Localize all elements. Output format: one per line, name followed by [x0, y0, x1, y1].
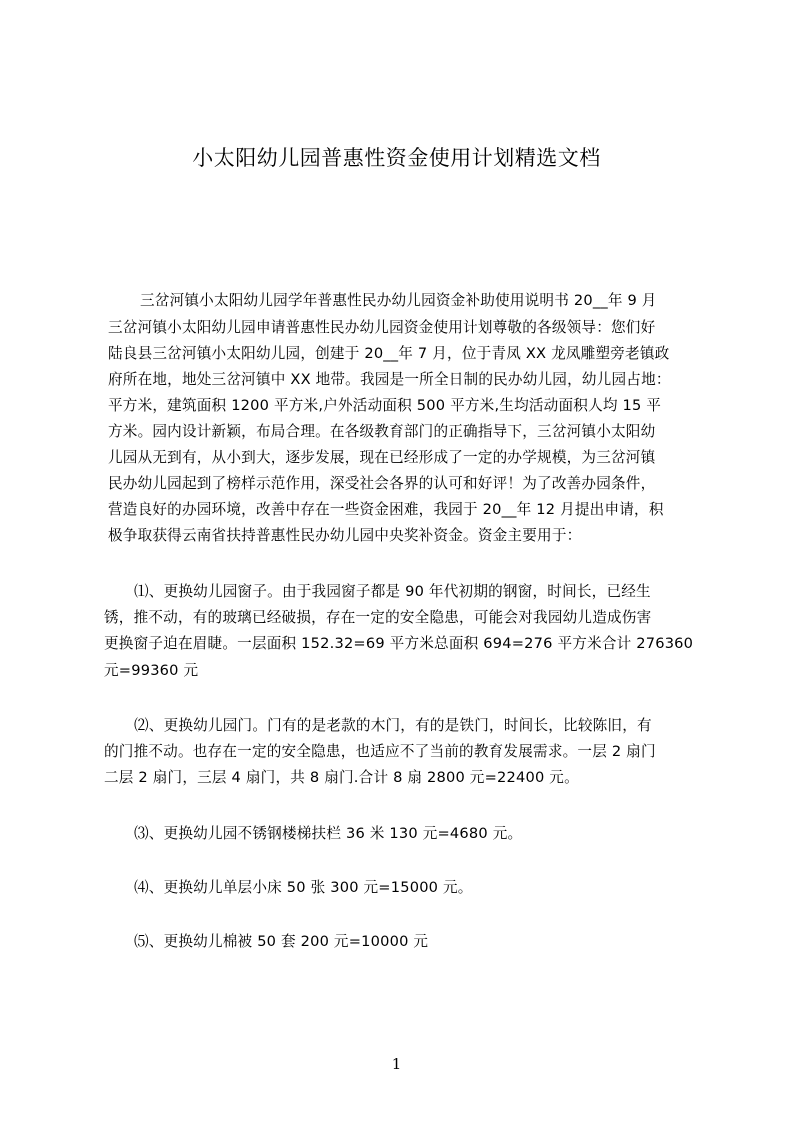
- paragraph-line: 民办幼儿园起到了榜样示范作用，深受社会各界的认可和好评！为了改善办园条件，: [108, 475, 656, 492]
- paragraph-line: 营造良好的办园环境，改善中存在一些资金困难，我园于 20__年 12 月提出申请，积: [108, 501, 664, 518]
- paragraph-line: 元=99360 元: [104, 662, 199, 679]
- item-3-paragraph: ⑶、更换幼儿园不锈钢楼梯扶栏 36 米 130 元=4680 元。: [134, 825, 523, 842]
- paragraph-line: 极争取获得云南省扶持普惠性民办幼儿园中央奖补资金。资金主要用于：: [108, 527, 582, 544]
- paragraph-line: 陆良县三岔河镇小太阳幼儿园，创建于 20__年 7 月，位于青凤 XX 龙凤雕塑旁老镇政: [108, 345, 670, 362]
- paragraph-line: 二层 2 扇门，三层 4 扇门，共 8 扇门.合计 8 扇 2800 元=22400 元。: [104, 769, 579, 786]
- paragraph-line: 的门推不动。也存在一定的安全隐患，也适应不了当前的教育发展需求。一层 2 扇门: [104, 743, 656, 760]
- item-5-paragraph: ⑸、更换幼儿棉被 50 套 200 元=10000 元: [134, 933, 429, 950]
- paragraph-line: 锈，推不动，有的玻璃已经破损，存在一定的安全隐患，可能会对我园幼儿造成伤害: [104, 609, 652, 626]
- paragraph-line: ⑴、更换幼儿园窗子。由于我园窗子都是 90 年代初期的钢窗，时间长，已经生: [134, 583, 651, 600]
- paragraph-line: 三岔河镇小太阳幼儿园申请普惠性民办幼儿园资金使用计划尊敬的各级领导：您们好: [108, 319, 656, 336]
- paragraph-line: 平方米，建筑面积 1200 平方米,户外活动面积 500 平方米,生均活动面积人均 15 平: [108, 397, 662, 414]
- paragraph-line: ⑵、更换幼儿园门。门有的是老款的木门，有的是铁门，时间长，比较陈旧，有: [134, 717, 652, 734]
- page-number: 1: [391, 1055, 402, 1073]
- paragraph-line: 更换窗子迫在眉睫。一层面积 152.32=69 平方米总面积 694=276 平方米合计 276360: [104, 635, 694, 652]
- paragraph-line: 方米。园内设计新颖，布局合理。在各级教育部门的正确指导下，三岔河镇小太阳幼: [108, 423, 656, 440]
- document-title: 小太阳幼儿园普惠性资金使用计划精选文档: [192, 146, 601, 170]
- paragraph-line: 府所在地，地处三岔河镇中 XX 地带。我园是一所全日制的民办幼儿园，幼儿园占地：: [108, 371, 671, 388]
- item-4-paragraph: ⑷、更换幼儿单层小床 50 张 300 元=15000 元。: [134, 879, 473, 896]
- paragraph-line: 三岔河镇小太阳幼儿园学年普惠性民办幼儿园资金补助使用说明书 20__年 9 月: [140, 292, 657, 309]
- paragraph-line: 儿园从无到有，从小到大，逐步发展，现在已经形成了一定的办学规模，为三岔河镇: [108, 449, 656, 466]
